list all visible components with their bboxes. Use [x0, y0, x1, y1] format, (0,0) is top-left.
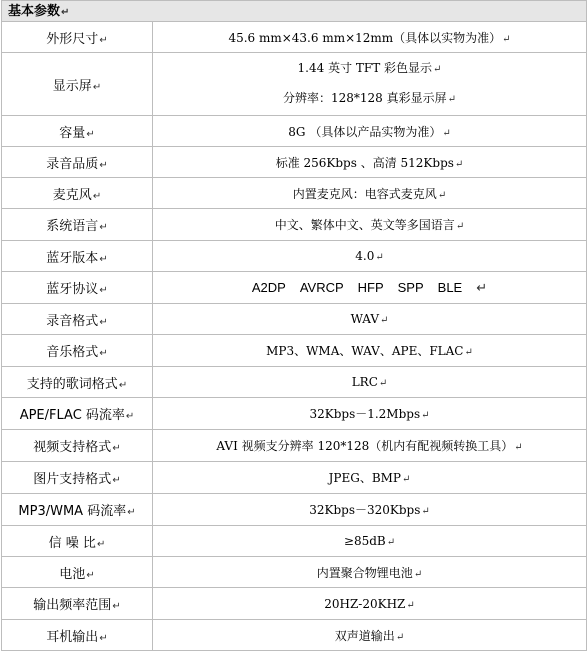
- paragraph-mark: ↵: [380, 315, 389, 326]
- spec-value: [153, 494, 587, 526]
- spec-key: [2, 241, 153, 272]
- paragraph-mark: ↵: [433, 64, 442, 75]
- paragraph-mark: ↵: [118, 379, 128, 391]
- paragraph-mark: ↵: [402, 474, 411, 485]
- paragraph-mark: ↵: [96, 538, 106, 550]
- spec-value: [153, 620, 587, 651]
- spec-value-line: [157, 84, 582, 114]
- paragraph-mark: ↵: [99, 285, 108, 296]
- spec-key: [2, 367, 153, 398]
- spec-row: [2, 147, 587, 178]
- spec-row: [2, 335, 587, 367]
- spec-value: [153, 22, 587, 53]
- spec-key-label: 音乐格式: [46, 345, 99, 360]
- spec-key: [2, 116, 153, 147]
- paragraph-mark: ↵: [447, 94, 456, 105]
- paragraph-mark: ↵: [99, 222, 108, 233]
- paragraph-mark: ↵: [502, 33, 511, 45]
- spec-key: [2, 620, 153, 651]
- spec-row: [2, 116, 587, 147]
- protocol-item: SPP: [397, 279, 424, 295]
- spec-row: [2, 430, 587, 462]
- section-title: 基本参数: [8, 4, 61, 19]
- spec-key-label: 支持的歌词格式: [26, 376, 118, 392]
- spec-key: [2, 398, 153, 430]
- spec-key-label: 系统语言: [46, 219, 99, 234]
- paragraph-mark: ↵: [99, 159, 108, 171]
- spec-key: [2, 462, 153, 494]
- paragraph-mark: ↵: [86, 128, 95, 140]
- spec-value-line: [157, 54, 582, 84]
- spec-value: [153, 335, 587, 367]
- spec-value: [153, 367, 587, 398]
- spec-row: [2, 367, 587, 398]
- spec-row: [2, 588, 587, 620]
- paragraph-mark: ↵: [99, 348, 108, 359]
- spec-value: [153, 526, 587, 557]
- paragraph-mark: ↵: [464, 347, 473, 358]
- paragraph-mark: ↵: [125, 411, 135, 422]
- spec-key: [2, 178, 153, 209]
- spec-row: [2, 398, 587, 430]
- spec-value: [153, 272, 587, 304]
- spec-row: [2, 462, 587, 494]
- spec-row: [2, 494, 587, 526]
- spec-value-text: 20HZ-20KHZ: [324, 596, 406, 611]
- spec-value: [153, 209, 587, 241]
- spec-value: [153, 588, 587, 620]
- spec-sheet: [1, 0, 587, 651]
- paragraph-mark: ↵: [127, 507, 136, 518]
- spec-value: [153, 241, 587, 272]
- spec-key-label: MP3/WMA 码流率: [18, 504, 127, 519]
- spec-key: [2, 147, 153, 178]
- spec-value-text: MP3、WMA、WAV、APE、FLAC: [266, 344, 464, 358]
- spec-value: [153, 116, 587, 147]
- paragraph-mark: ↵: [442, 127, 451, 139]
- spec-table: [1, 21, 587, 651]
- spec-value-text: 双声道输出: [334, 628, 395, 643]
- spec-row: [2, 22, 587, 53]
- paragraph-mark: ↵: [99, 34, 108, 46]
- paragraph-mark: ↵: [514, 442, 523, 453]
- spec-value: [153, 178, 587, 209]
- spec-key: [2, 304, 153, 335]
- spec-key: [2, 53, 153, 116]
- spec-key: [2, 557, 153, 588]
- spec-value: [153, 557, 587, 588]
- protocol-item: AVRCP: [299, 279, 344, 295]
- paragraph-mark: ↵: [112, 475, 121, 486]
- spec-value-text: 1.44 英寸 TFT 彩色显示: [297, 61, 433, 75]
- spec-row: [2, 557, 587, 588]
- spec-key-label: 信 噪 比: [48, 535, 96, 551]
- paragraph-mark: ↵: [99, 316, 108, 328]
- paragraph-mark: ↵: [92, 81, 102, 93]
- paragraph-mark: ↵: [92, 190, 102, 202]
- spec-value: [153, 304, 587, 335]
- spec-row: [2, 272, 587, 304]
- paragraph-mark: ↵: [61, 7, 70, 18]
- paragraph-mark: ↵: [375, 252, 384, 263]
- paragraph-mark: ↵: [395, 631, 405, 643]
- section-header: [1, 0, 587, 21]
- spec-value-text: AVI 视频支分辨率 120*128（机内有配视频转换工具）: [216, 439, 514, 453]
- paragraph-mark: ↵: [455, 221, 465, 232]
- spec-key: [2, 526, 153, 557]
- spec-value: [153, 147, 587, 178]
- paragraph-mark: ↵: [99, 253, 108, 265]
- paragraph-mark: ↵: [386, 537, 396, 548]
- spec-row: [2, 620, 587, 651]
- spec-row: [2, 304, 587, 335]
- spec-value: [153, 462, 587, 494]
- spec-key-label: 耳机输出: [46, 629, 99, 645]
- paragraph-mark: ↵: [437, 189, 447, 201]
- paragraph-mark: ↵: [86, 569, 95, 581]
- spec-key: [2, 209, 153, 241]
- spec-key: [2, 430, 153, 462]
- spec-value: [153, 398, 587, 430]
- spec-value-text: 分辨率：128*128 真彩显示屏: [282, 91, 447, 105]
- spec-key-label: 录音格式: [46, 313, 99, 329]
- spec-value-text: 内置聚合物锂电池: [316, 565, 413, 580]
- spec-value-text: 中文、繁体中文、英文等多国语言: [274, 218, 455, 232]
- spec-key-label: 蓝牙版本: [46, 250, 99, 266]
- spec-value-text: 8G （具体以产品实物为准）: [288, 124, 442, 139]
- spec-key: [2, 335, 153, 367]
- spec-value: [153, 430, 587, 462]
- spec-value-text: 4.0: [355, 249, 375, 263]
- spec-row: [2, 53, 587, 116]
- spec-value-text: LRC: [351, 375, 378, 389]
- spec-value-text: 32Kbps－320Kbps: [309, 503, 421, 517]
- paragraph-mark: ↵: [413, 568, 423, 580]
- paragraph-mark: ↵: [112, 443, 121, 454]
- spec-table-body: [2, 22, 587, 651]
- spec-key-label: 输出频率范围: [33, 598, 112, 613]
- spec-key-label: 外形尺寸: [46, 31, 99, 47]
- paragraph-mark: ↵: [476, 279, 488, 295]
- protocol-item: BLE: [437, 279, 463, 295]
- spec-row: [2, 178, 587, 209]
- spec-value-text: WAV: [350, 312, 380, 326]
- spec-key-label: APE/FLAC 码流率: [19, 408, 125, 423]
- paragraph-mark: ↵: [378, 378, 388, 389]
- spec-key-label: 电池: [59, 566, 86, 582]
- spec-key-label: 显示屏: [52, 78, 92, 94]
- spec-key-label: 容量: [59, 125, 86, 141]
- spec-key-label: 图片支持格式: [33, 472, 112, 487]
- paragraph-mark: ↵: [99, 632, 108, 644]
- spec-value-text: ≥85dB: [343, 534, 386, 548]
- spec-key-label: 录音品质: [46, 156, 99, 172]
- spec-key-label: 麦克风: [52, 187, 92, 203]
- paragraph-mark: ↵: [421, 410, 430, 421]
- spec-key: [2, 588, 153, 620]
- spec-value-text: JPEG、BMP: [328, 471, 402, 485]
- spec-key: [2, 494, 153, 526]
- paragraph-mark: ↵: [454, 158, 464, 170]
- paragraph-mark: ↵: [406, 599, 415, 611]
- spec-value: [153, 53, 587, 116]
- paragraph-mark: ↵: [421, 506, 430, 517]
- spec-value-text: 32Kbps－1.2Mbps: [309, 407, 421, 421]
- protocol-item: A2DP: [251, 279, 286, 295]
- spec-row: [2, 209, 587, 241]
- spec-key: [2, 22, 153, 53]
- protocol-item: HFP: [357, 279, 384, 295]
- paragraph-mark: ↵: [112, 601, 121, 612]
- spec-key: [2, 272, 153, 304]
- spec-value-text: 内置麦克风：电容式麦克风: [292, 186, 437, 201]
- spec-key-label: 蓝牙协议: [46, 282, 99, 297]
- spec-value-text: 标准 256Kbps 、高清 512Kbps: [275, 155, 454, 170]
- spec-key-label: 视频支持格式: [33, 440, 112, 455]
- spec-row: [2, 241, 587, 272]
- spec-value-text: 45.6 mm×43.6 mm×12mm（具体以实物为准）: [228, 30, 502, 45]
- spec-row: [2, 526, 587, 557]
